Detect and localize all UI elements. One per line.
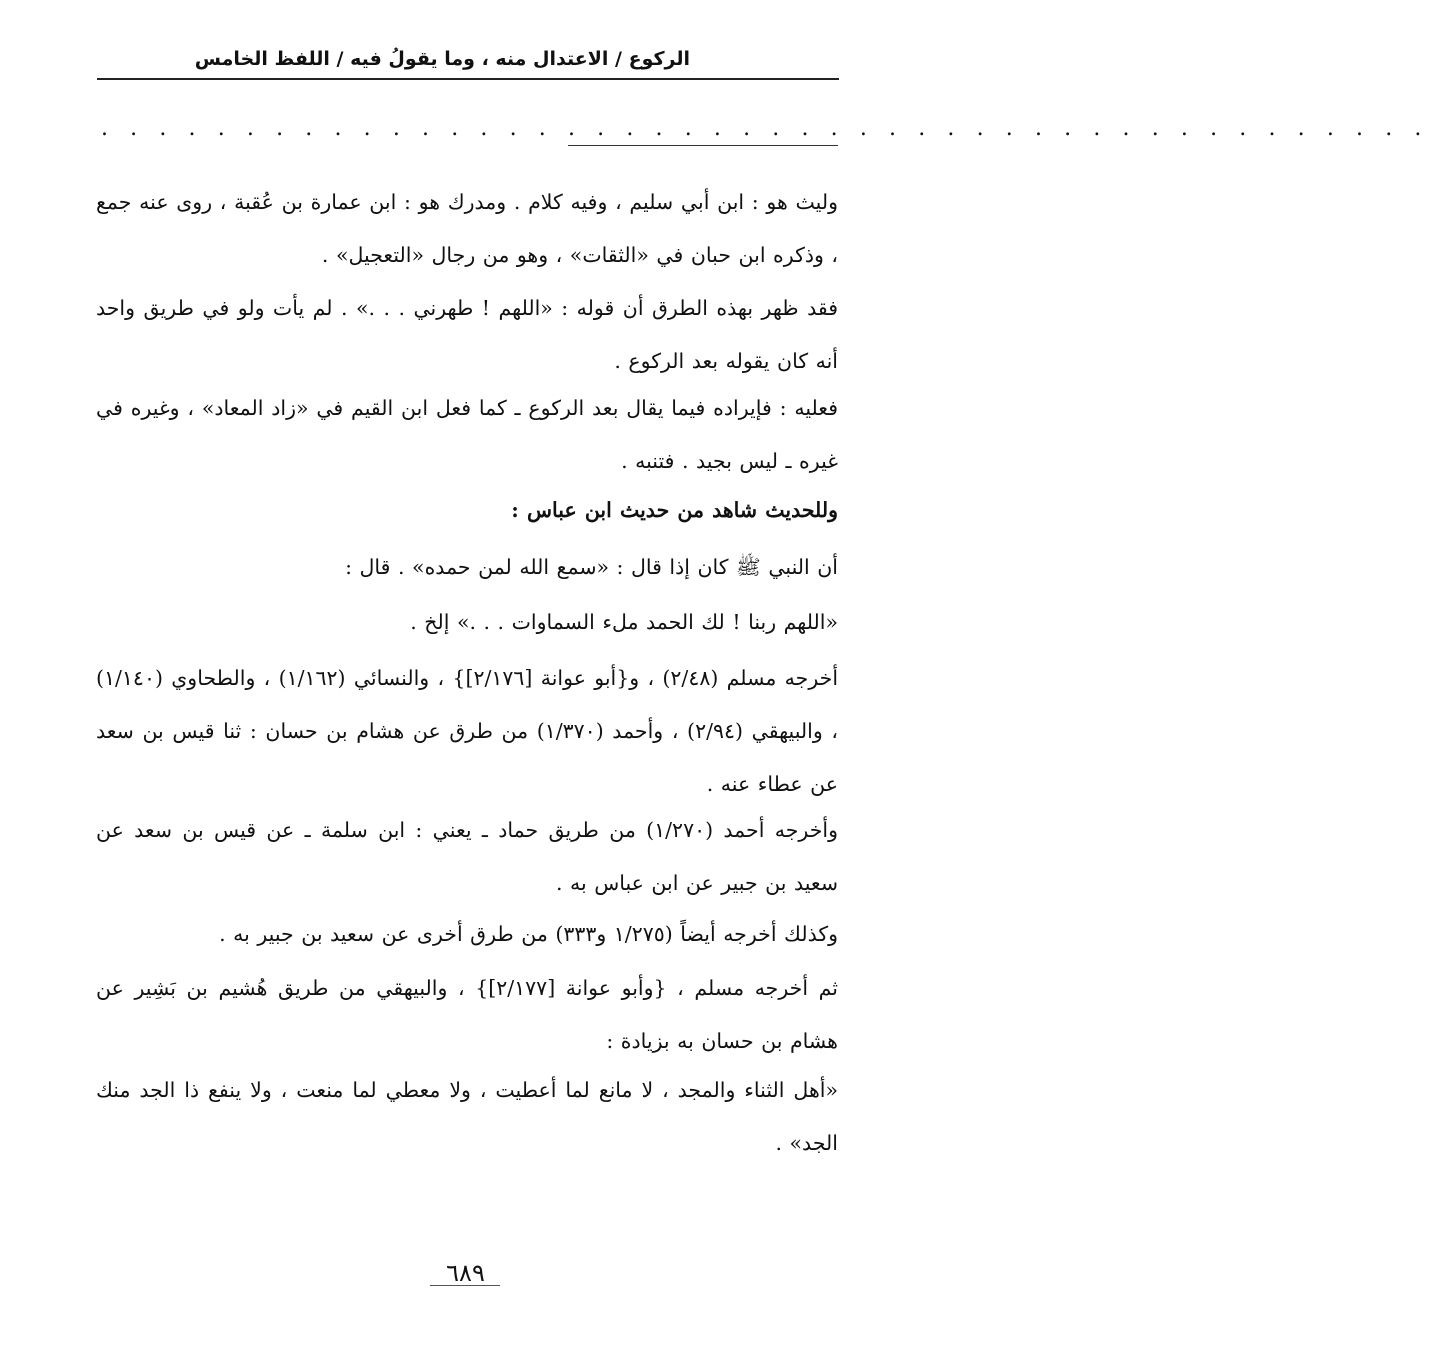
paragraph-witness-heading: وللحديث شاهد من حديث ابن عباس :: [511, 498, 838, 522]
paragraph-takhrij-other: وكذلك أخرجه أيضاً (١/٢٧٥ و٣٣٣) من طرق أخرى عن سعيد بن جبير به .: [219, 922, 838, 946]
paragraph-takhrij-muslim: أخرجه مسلم (٢/٤٨) ، و{أبو عوانة [٢/١٧٦]} ، والنسائي (١/١٦٢) ، والطحاوي (١/١٤٠) ، والبيهقي (٢/٩٤) ، وأحمد (١/٣٧٠) من طرق عن هشام بن حسان : ثنا قيس بن سعد عن عطاء عنه .: [96, 666, 839, 796]
dotted-separator: . . . . . . . . . . . . . . . . . . . . . . . . . . . . . . . . . . . . . . . . . . . . . .: [101, 116, 1429, 141]
paragraph-remark: فعليه : فإيراده فيما يقال بعد الركوع ـ كما فعل ابن القيم في «زاد المعاد» ، وغيره في غيره ـ ليس بجيد . فتنبه .: [96, 396, 838, 473]
page-number: ٦٨٩: [446, 1259, 485, 1287]
separator-underline: [568, 145, 838, 146]
paragraph-takhrij-ahmad: وأخرجه أحمد (١/٢٧٠) من طريق حماد ـ يعني : ابن سلمة ـ عن قيس بن سعد عن سعيد بن جبير عن ابن عباس به .: [96, 818, 838, 895]
running-header: الركوع / الاعتدال منه ، وما يقولُ فيه / اللفظ الخامس: [194, 48, 690, 70]
header-rule: [97, 78, 839, 80]
paragraph-hadith-quote: «اللهم ربنا ! لك الحمد ملء السماوات . . .» إلخ .: [410, 610, 838, 634]
paragraph-conclusion: فقد ظهر بهذه الطرق أن قوله : «اللهم ! طهرني . . .» . لم يأت ولو في طريق واحد أنه كان يقوله بعد الركوع .: [96, 296, 838, 373]
paragraph-takhrij-hushaym: ثم أخرجه مسلم ، {وأبو عوانة [٢/١٧٧]} ، والبيهقي من طريق هُشيم بن بَشِير عن هشام بن حسان به بزيادة :: [96, 976, 838, 1053]
paragraph-addition-quote: «أهل الثناء والمجد ، لا مانع لما أعطيت ، ولا معطي لما منعت ، ولا ينفع ذا الجد منك الجد» .: [96, 1078, 838, 1155]
page-number-rule: [430, 1285, 500, 1286]
paragraph-hadith-text: أن النبي ﷺ كان إذا قال : «سمع الله لمن حمده» . قال :: [345, 555, 838, 579]
paragraph-narrator-notes: وليث هو : ابن أبي سليم ، وفيه كلام . ومدرك هو : ابن عمارة بن عُقبة ، روى عنه جمع ، وذكره ابن حبان في «الثقات» ، وهو من رجال «التعجيل» .: [96, 190, 838, 267]
